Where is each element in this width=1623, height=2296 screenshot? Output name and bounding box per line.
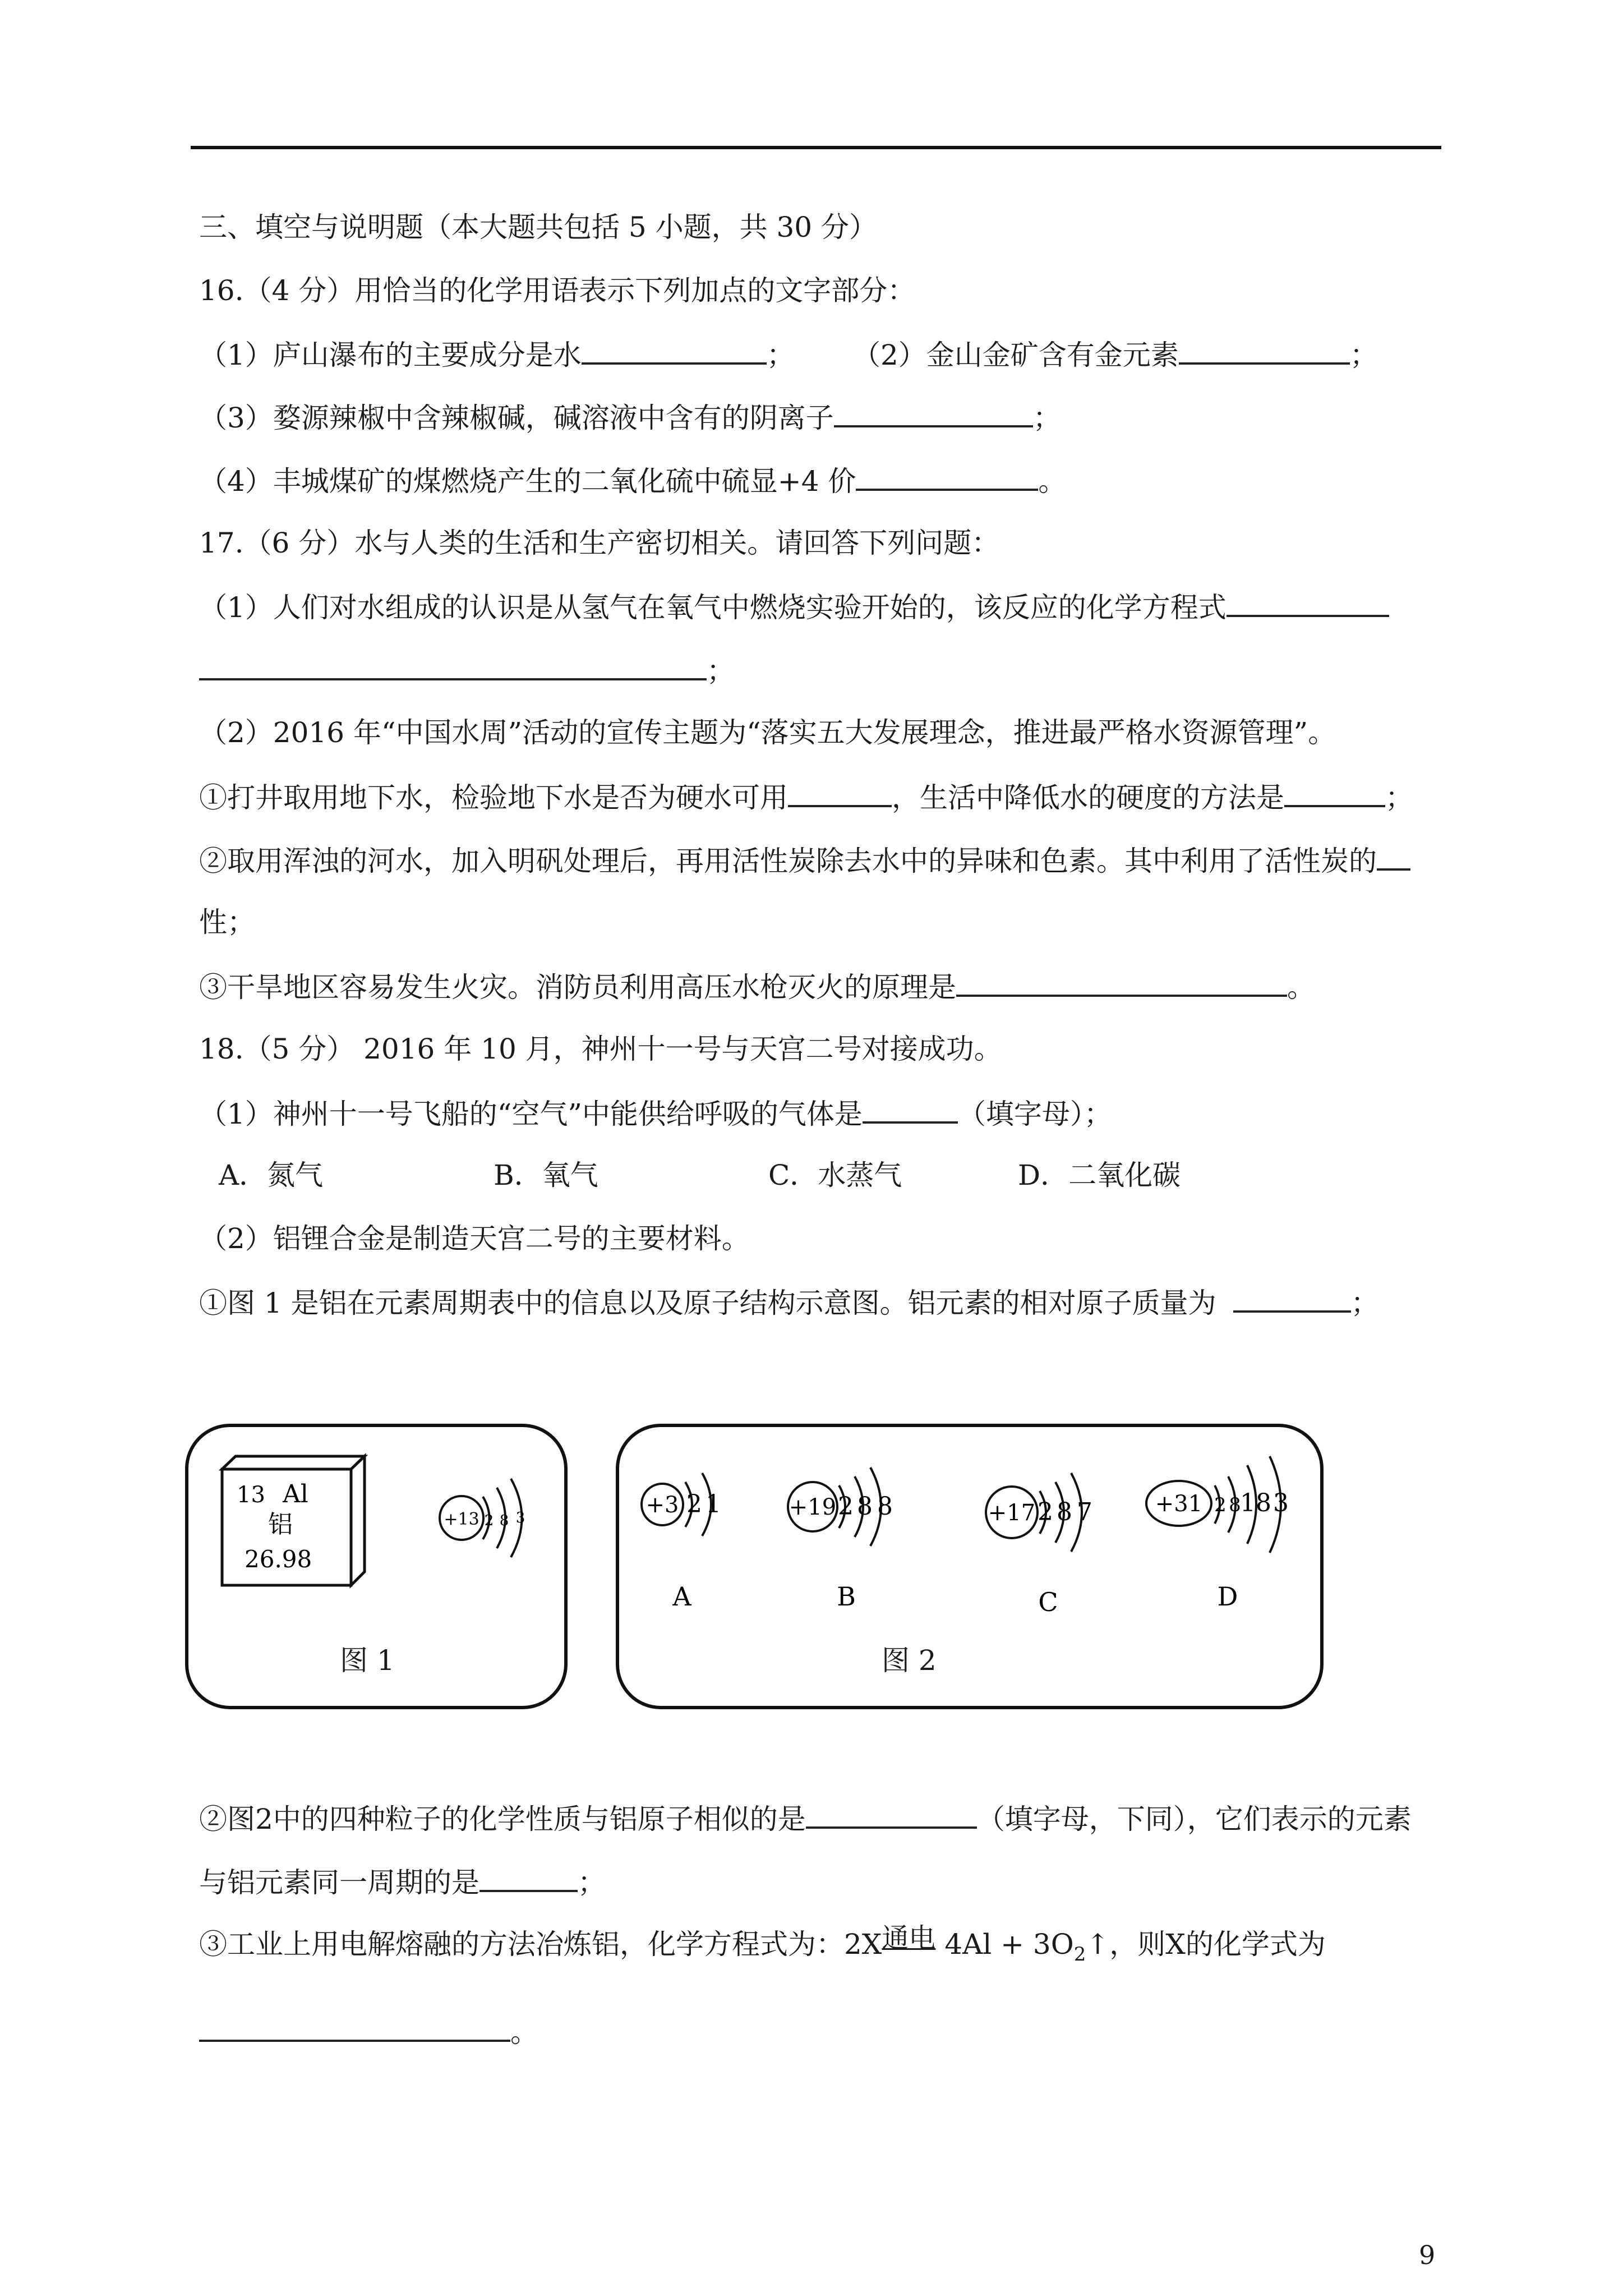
particle-d-e1: 2	[1214, 1494, 1227, 1516]
q16-part2-text: （2）金山金矿含有金元素	[852, 339, 1179, 371]
atomic-mass: 26.98	[245, 1545, 312, 1573]
tile-side-face	[351, 1456, 365, 1585]
q17-part1-blank-a[interactable]	[1227, 589, 1389, 617]
particle-b-e3: 8	[877, 1492, 893, 1521]
figure1-label: 图 1	[340, 1644, 395, 1677]
q18-part1-line: （1）神州十一号飞船的“空气”中能供给呼吸的气体是 （填字母）；	[199, 1096, 1112, 1131]
q17-c1-blank-a[interactable]	[788, 779, 892, 807]
q18-option-b[interactable]: B．氧气	[494, 1159, 598, 1191]
q16-part4-text: （4）丰城煤矿的煤燃烧产生的二氧化硫中硫显+4 价	[199, 465, 856, 498]
q18-stem: 18.（5 分） 2016 年 10 月，神州十一号与天宫二号对接成功。	[199, 1033, 1002, 1065]
q18-c2-line2: 与铝元素同一周期的是 ；	[199, 1864, 606, 1899]
particle-a-letter: A	[672, 1581, 691, 1612]
figure2-box	[616, 1424, 1324, 1709]
q16-part4-blank[interactable]	[856, 463, 1038, 491]
q18-part1-blank[interactable]	[863, 1096, 958, 1124]
al-nucleus-charge: +13	[444, 1510, 479, 1529]
al-electrons-2: 8	[499, 1512, 509, 1529]
figure2-drawing	[619, 1427, 1320, 1706]
q18-c1-blank[interactable]	[1233, 1285, 1351, 1313]
header-rule	[191, 146, 1441, 149]
q17-c1-line: ①打井取用地下水，检验地下水是否为硬水可用 ，生活中降低水的硬度的方法是 ；	[199, 779, 1413, 815]
q17-part1-line	[199, 589, 1389, 624]
q18-option-a[interactable]: A．氮气	[219, 1159, 324, 1191]
q16-part3-blank[interactable]	[834, 399, 1033, 427]
q16-part1-text: （1）庐山瀑布的主要成分是水	[199, 339, 582, 371]
q17-part1-line2: ；	[199, 652, 735, 688]
q17-part2-text: （2）2016 年“中国水周”活动的宣传主题为“落实五大发展理念，推进最严格水资源管理”。	[199, 716, 1336, 749]
page-number: 9	[1419, 2240, 1436, 2270]
particle-b-charge: +19	[789, 1494, 837, 1520]
q17-part1-text: （1）人们对水组成的认识是从氢气在氧气中燃烧实验开始的，该反应的化学方程式	[199, 591, 1227, 624]
q18-option-d[interactable]: D．二氧化碳	[1018, 1159, 1181, 1191]
q17-c3-line: ③干旱地区容易发生火灾。消防员利用高压水枪灭火的原理是 。	[199, 969, 1315, 1004]
q18-option-c[interactable]: C．水蒸气	[768, 1159, 902, 1191]
particle-d-e3: 18	[1240, 1489, 1271, 1517]
element-number: 13	[237, 1482, 265, 1508]
q16-stem: 16.（4 分）用恰当的化学用语表示下列加点的文字部分：	[199, 274, 916, 307]
q16-part4-line: （4）丰城煤矿的煤燃烧产生的二氧化硫中硫显+4 价 。	[199, 463, 1066, 498]
q18-part2-text: （2）铝锂合金是制造天宫二号的主要材料。	[199, 1222, 750, 1255]
q17-stem: 17.（6 分）水与人类的生活和生产密切相关。请回答下列问题：	[199, 527, 1000, 559]
particle-c-letter: C	[1038, 1587, 1058, 1617]
particle-d-charge: +31	[1155, 1491, 1203, 1517]
al-electrons-1: 2	[484, 1512, 494, 1529]
particle-a-charge: +3	[645, 1492, 679, 1518]
q18-c3-line: ③工业上用电解熔融的方法冶炼铝，化学方程式为：2X通电 $4Al + 3O_2↑$，则X的化学式为	[199, 1922, 1326, 1966]
particle-c-e2: 8	[1057, 1498, 1072, 1526]
q18-c2-blank-b[interactable]	[479, 1864, 578, 1892]
q16-part3-text: （3）婺源辣椒中含辣椒碱，碱溶液中含有的阴离子	[199, 402, 834, 434]
particle-c-charge: +17	[988, 1500, 1036, 1526]
figure1-box	[185, 1424, 568, 1709]
element-symbol: Al	[283, 1480, 308, 1508]
particle-b-e1: 2	[838, 1492, 854, 1521]
q16-part3-line: （3）婺源辣椒中含辣椒碱，碱溶液中含有的阴离子 ；	[199, 399, 1061, 435]
q18-c3-line2: 。	[199, 2014, 538, 2049]
equation-condition: 通电	[882, 1922, 936, 1954]
q17-c1-blank-b[interactable]	[1284, 779, 1385, 807]
element-name: 铝	[268, 1510, 293, 1539]
q18-c3-blank[interactable]	[199, 2014, 510, 2042]
particle-d-e4: 3	[1273, 1489, 1289, 1517]
q17-c2-line: ②取用浑浊的河水，加入明矾处理后，再用活性炭除去水中的异味和色素。其中利用了活性炭的	[199, 843, 1410, 878]
tile-top-face	[222, 1456, 365, 1469]
q16-part1-blank[interactable]	[582, 337, 767, 365]
q16-part2-line: （2）金山金矿含有金元素 ；	[852, 337, 1378, 372]
q18-c1-line: ①图 1 是铝在元素周期表中的信息以及原子结构示意图。铝元素的相对原子质量为 ；	[199, 1285, 1379, 1320]
particle-b-e2: 8	[857, 1492, 873, 1521]
q17-c3-blank[interactable]	[956, 969, 1287, 997]
particle-a-e1: 2	[686, 1490, 702, 1519]
particle-d-letter: D	[1217, 1581, 1238, 1612]
q17-c2-line2: 性；	[199, 906, 255, 938]
q18-c2-line: ②图2中的四种粒子的化学性质与铝原子相似的是 （填字母，下同），它们表示的元素	[199, 1801, 1412, 1836]
particle-c-e3: 7	[1077, 1498, 1092, 1526]
q18-c2-blank-a[interactable]	[806, 1801, 977, 1829]
q16-part2-blank[interactable]	[1179, 337, 1350, 365]
q17-part1-blank-b[interactable]	[199, 652, 707, 680]
particle-a-e2: 1	[706, 1490, 721, 1519]
particle-d-e2: 8	[1229, 1494, 1241, 1516]
figure2-label: 图 2	[882, 1644, 937, 1677]
q16-part1-line: （1）庐山瀑布的主要成分是水 ；	[199, 337, 795, 372]
particle-c-e1: 2	[1038, 1498, 1053, 1526]
q17-c2-blank[interactable]	[1377, 843, 1410, 871]
section-title: 三、填空与说明题（本大题共包括 5 小题，共 30 分）	[199, 211, 878, 243]
particle-b-letter: B	[837, 1581, 856, 1612]
al-electrons-3: 3	[515, 1510, 525, 1526]
